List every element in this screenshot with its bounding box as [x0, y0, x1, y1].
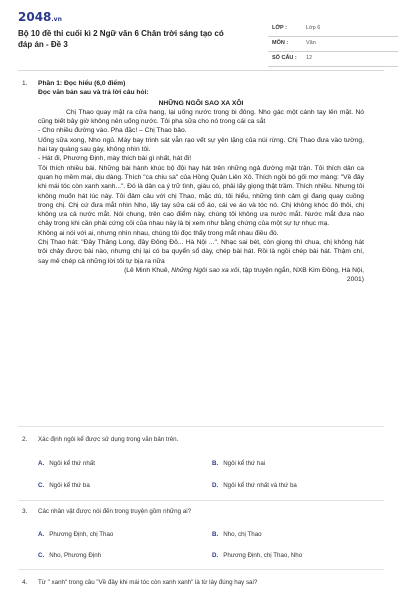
option-letter: B. — [212, 460, 219, 467]
question-3-text: Các nhân vật được nói đến trong truyện gồm những ai? — [38, 508, 192, 515]
option-c[interactable] — [38, 552, 101, 559]
question-2-text: Xác định ngôi kể được sử dụng trong văn bản trên. — [38, 436, 179, 443]
question-number: 3. — [22, 508, 28, 515]
meta-value: 12 — [306, 55, 313, 61]
option-text: Ngôi kể thứ nhất — [49, 460, 95, 467]
source-year: 2001) — [346, 276, 364, 284]
instruction: Đọc văn bản sau và trả lời câu hỏi: — [38, 89, 149, 97]
option-c[interactable] — [38, 482, 90, 489]
option-letter: D. — [212, 552, 219, 559]
passage-paragraph: Chị Thao quay mặt ra cửa hang, lại uống nước trong bi đông. Nho gác một cánh tay lên mặt. Nó cũng biết bây giờ không nên uống nước. Tôi pha sữa cho nó trong cái ca sắt — [38, 108, 364, 126]
option-a[interactable] — [38, 460, 95, 467]
option-b[interactable] — [212, 460, 265, 467]
question-separator — [18, 426, 384, 427]
option-letter: B. — [212, 531, 219, 538]
meta-label: LỚP : — [272, 25, 287, 31]
source-book-title: Những Ngôi sao xa xôi — [171, 266, 240, 274]
option-letter: A. — [38, 460, 45, 467]
option-text: Ngôi kể thứ hai — [223, 460, 266, 467]
option-text: Ngôi kể thứ nhất và thứ ba — [223, 482, 297, 489]
option-text: Nho, chị Thao — [223, 531, 262, 538]
site-logo[interactable] — [18, 10, 62, 24]
meta-value: Văn — [306, 40, 316, 46]
question-separator — [18, 569, 384, 570]
story-title: NHỮNG NGÔI SAO XA XÔI — [158, 99, 244, 107]
option-b[interactable] — [212, 531, 262, 538]
source-citation: (Lê Minh Khuê, Những Ngôi sao xa xôi, tập truyện ngắn, NXB Kim Đồng, Hà Nội, — [124, 266, 364, 274]
option-a[interactable] — [38, 531, 113, 538]
question-separator — [18, 500, 384, 501]
option-letter: C. — [38, 552, 45, 559]
document-title: Bộ 10 đề thi cuối kì 2 Ngữ văn 6 Chân trời sáng tạo có đáp án - Đề 3 — [18, 29, 224, 49]
meta-table — [268, 22, 398, 67]
section-heading: Phần 1: Đọc hiểu (6,0 điểm) — [38, 80, 126, 87]
option-text: Ngôi kể thứ ba — [49, 482, 90, 489]
meta-label: SỐ CÂU : — [272, 55, 297, 61]
meta-row-subject — [268, 37, 398, 52]
option-letter: A. — [38, 531, 45, 538]
meta-row-class — [268, 22, 398, 37]
question-number: 1. — [22, 80, 28, 87]
passage-paragraph: Chị Thao hát: "Đây Thăng Long, đây Đông Đô... Hà Nội ...". Nhạc sai bét, còn giọng thì chua, chị không hát trôi chảy được bài nào, nhưng chị lại có ba quyển sổ dày, chép bài hát. Rồi là ngồi chép bài hát. Thậm chí, say mê chép cả những lời tôi tự bịa ra nữa — [38, 239, 364, 265]
option-text: Nho, Phương Định — [49, 552, 102, 559]
option-text: Phương Định, chị Thao — [49, 531, 114, 538]
meta-value: Lớp 6 — [306, 25, 321, 31]
option-letter: C. — [38, 482, 45, 489]
logo-tld: .vn — [51, 16, 62, 23]
passage-paragraph: - Hát đi, Phương Định, mày thích bài gì nhất, hát đi! — [38, 155, 192, 163]
option-text: Phương Định, chị Thao, Nho — [223, 552, 303, 559]
passage-paragraph: Tôi thích nhiều bài. Những bài hành khúc bộ đội hay hát trên những ngả đường mặt trận. Tôi thích dân ca quan họ mềm mại, dịu dàng. Thích "ca chiu sa" của Hồng Quân Liên Xô. Thích ngồi bó gối mơ màng: "Về đây khi mái tóc còn xanh xanh...". Đó là dân ca ý trữ tình, giàu có, phải lấy giọng thật trầm. Thích nhiều. Nhưng tôi không muốn hát lúc này. Tôi đảm câu với chị Thao, mặc dù, tôi hiểu, những tình cảm gì đang quay cuồng trong chị. Chị cứ đưa mắt nhìn Nho, lấy tay sửa cái cổ áo, cái ve áo và tóc nó. Chị không khóc đó thôi, chị không ưa cả nước mắt. Nói chung, trên cao điểm này, chúng tôi không ưa nước mắt. Nước mắt đưa nào chảy trong khi cần phải cứng cỏi của nhau này là bị xem như bằng chứng của một sự tự nhục mạ. — [38, 164, 364, 228]
meta-row-count — [268, 52, 398, 67]
passage-paragraph: - Cho nhiều đường vào. Pha đặc! – Chị Thao bảo. — [38, 127, 187, 135]
option-d[interactable] — [212, 552, 302, 559]
meta-label: MÔN : — [272, 40, 289, 46]
option-d[interactable] — [212, 482, 297, 489]
question-4-text: Từ " xanh" trong câu "Về đây khi mái tóc còn xanh xanh" là từ láy đúng hay sai? — [38, 579, 258, 586]
question-1 — [38, 79, 364, 285]
question-number: 4. — [22, 579, 28, 586]
header-divider — [18, 70, 384, 71]
page-header — [18, 10, 384, 62]
logo-text: 2048 — [18, 10, 52, 24]
question-number: 2. — [22, 436, 28, 443]
option-letter: D. — [212, 482, 219, 489]
passage-paragraph: Uống sữa xong, Nho ngủ. Máy bay trinh sát vẫn rạo vết sự yên lặng của núi rừng. Chị Thao đưa vào tường, hai tay quàng sau gáy, không nhìn tôi. — [38, 136, 364, 154]
passage-paragraph: Không ai nói với ai, nhưng nhìn nhau, chúng tôi đọc thấy trong mắt nhau điều đó. — [38, 229, 279, 237]
